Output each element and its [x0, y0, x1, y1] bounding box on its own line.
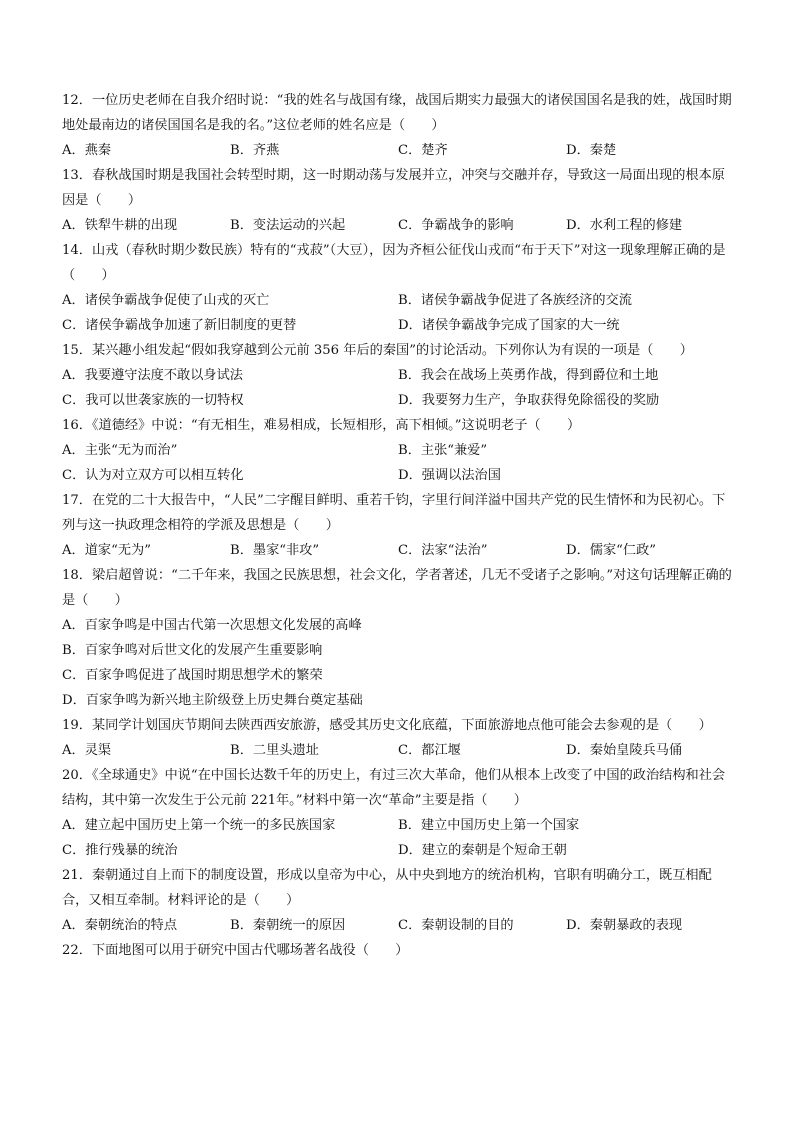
question-stem: 16．《道德经》中说：“有无相生，难易相成，长短相形，高下相倾。”这说明老子（ ） [62, 418, 581, 433]
question-item [62, 163, 734, 238]
answer-option[interactable]: C．法家“法治” [398, 543, 488, 558]
question-item [62, 88, 734, 163]
question-item [62, 413, 734, 488]
option-group [62, 613, 734, 713]
answer-option[interactable]: A．道家“无为” [62, 543, 151, 558]
question-item [62, 338, 734, 413]
option-group [62, 213, 734, 238]
answer-option[interactable]: A．燕秦 [62, 143, 112, 158]
answer-option[interactable]: D．秦始皇陵兵马俑 [566, 743, 683, 758]
question-item [62, 238, 734, 338]
answer-option[interactable]: D．我要努力生产，争取获得免除徭役的奖励 [398, 393, 660, 408]
question-stem: 20．《全球通史》中说“在中国长达数千年的历史上，有过三次大革命，他们从根本上改变了中国的政治结构和社会结构，其中第一次发生于公元前 221年。”材料中第一次“革命”主要是指（ ） [62, 768, 726, 808]
question-list [62, 88, 734, 963]
option-group [62, 913, 734, 938]
answer-option[interactable]: A．百家争鸣是中国古代第一次思想文化发展的高峰 [62, 618, 362, 633]
answer-option[interactable]: B．建立中国历史上第一个国家 [398, 818, 580, 833]
question-item [62, 713, 734, 763]
answer-option[interactable]: A．铁犁牛耕的出现 [62, 218, 178, 233]
answer-option[interactable]: C．秦朝设制的目的 [398, 918, 514, 933]
question-item [62, 763, 734, 863]
answer-option[interactable]: C．争霸战争的影响 [398, 218, 514, 233]
answer-option[interactable]: A．诸侯争霸战争促使了山戎的灭亡 [62, 293, 270, 308]
answer-option[interactable]: A．我要遵守法度不敢以身试法 [62, 368, 243, 383]
answer-option[interactable]: D．建立的秦朝是个短命王朝 [398, 843, 567, 858]
answer-option[interactable]: B．墨家“非攻” [230, 543, 320, 558]
question-stem: 12．一位历史老师在自我介绍时说：“我的姓名与战国有缘，战国后期实力最强大的诸侯国国名是我的姓，战国时期地处最南边的诸侯国国名是我的名。”这位老师的姓名应是（ ） [62, 93, 732, 133]
answer-option[interactable]: A．灵渠 [62, 743, 112, 758]
answer-option[interactable]: A．主张“无为而治” [62, 443, 178, 458]
option-group [62, 438, 734, 488]
answer-option[interactable]: B．主张“兼爱” [398, 443, 488, 458]
answer-option[interactable]: D．秦楚 [566, 143, 617, 158]
answer-option[interactable]: C．都江堰 [398, 743, 461, 758]
question-item [62, 863, 734, 938]
option-group [62, 738, 734, 763]
answer-option[interactable]: C．诸侯争霸战争加速了新旧制度的更替 [62, 318, 297, 333]
question-stem: 17．在党的二十大报告中，“人民”二字醒目鲜明、重若千钧，字里行间洋溢中国共产党的民生情怀和为民初心。下列与这一执政理念相符的学派及思想是（ ） [62, 493, 726, 533]
answer-option[interactable]: C．推行残暴的统治 [62, 843, 178, 858]
option-group [62, 813, 734, 863]
question-stem: 22．下面地图可以用于研究中国古代哪场著名战役（ ） [62, 943, 409, 958]
answer-option[interactable]: B．二里头遗址 [230, 743, 319, 758]
answer-option[interactable]: B．变法运动的兴起 [230, 218, 346, 233]
option-group [62, 363, 734, 413]
option-group [62, 538, 734, 563]
answer-option[interactable]: C．认为对立双方可以相互转化 [62, 468, 244, 483]
question-item [62, 938, 734, 963]
answer-option[interactable]: A．建立起中国历史上第一个统一的多民族国家 [62, 818, 336, 833]
answer-option[interactable]: D．儒家“仁政” [566, 543, 656, 558]
question-stem: 19．某同学计划国庆节期间去陕西西安旅游，感受其历史文化底蕴，下面旅游地点他可能会去参观的是（ ） [62, 718, 712, 733]
answer-option[interactable]: D．强调以法治国 [398, 468, 501, 483]
answer-option[interactable]: C．我可以世袭家族的一切特权 [62, 393, 244, 408]
answer-option[interactable]: B．百家争鸣对后世文化的发展产生重要影响 [62, 643, 323, 658]
answer-option[interactable]: B．齐燕 [230, 143, 280, 158]
question-item [62, 563, 734, 713]
answer-option[interactable]: B．诸侯争霸战争促进了各族经济的交流 [398, 293, 632, 308]
answer-option[interactable]: D．秦朝暴政的表现 [566, 918, 683, 933]
question-stem: 15．某兴趣小组发起“假如我穿越到公元前 356 年后的秦国”的讨论活动。下列你认为有误的一项是（ ） [62, 343, 693, 358]
answer-option[interactable]: B．秦朝统一的原因 [230, 918, 346, 933]
answer-option[interactable]: C．楚齐 [398, 143, 448, 158]
option-group [62, 288, 734, 338]
answer-option[interactable]: D．水利工程的修建 [566, 218, 683, 233]
question-item [62, 488, 734, 563]
answer-option[interactable]: B．我会在战场上英勇作战，得到爵位和土地 [398, 368, 659, 383]
question-stem: 21．秦朝通过自上而下的制度设置，形成以皇帝为中心，从中央到地方的统治机构，官职有明确分工，既互相配合，又相互牵制。材料评论的是（ ） [62, 868, 712, 908]
answer-option[interactable]: D．百家争鸣为新兴地主阶级登上历史舞台奠定基础 [62, 693, 363, 708]
answer-option[interactable]: A．秦朝统治的特点 [62, 918, 178, 933]
question-stem: 13．春秋战国时期是我国社会转型时期，这一时期动荡与发展并立，冲突与交融并存，导致这一局面出现的根本原因是（ ） [62, 168, 725, 208]
question-stem: 14．山戎（春秋时期少数民族）特有的“戎菽”（大豆），因为齐桓公征伐山戎而“布于天下”对这一现象理解正确的是（ ） [62, 243, 726, 283]
option-group [62, 138, 734, 163]
answer-option[interactable]: C．百家争鸣促进了战国时期思想学术的繁荣 [62, 668, 323, 683]
question-stem: 18．梁启超曾说：“二千年来，我国之民族思想，社会文化，学者著述，几无不受诸子之影响。”对这句话理解正确的是（ ） [62, 568, 732, 608]
answer-option[interactable]: D．诸侯争霸战争完成了国家的大一统 [398, 318, 620, 333]
